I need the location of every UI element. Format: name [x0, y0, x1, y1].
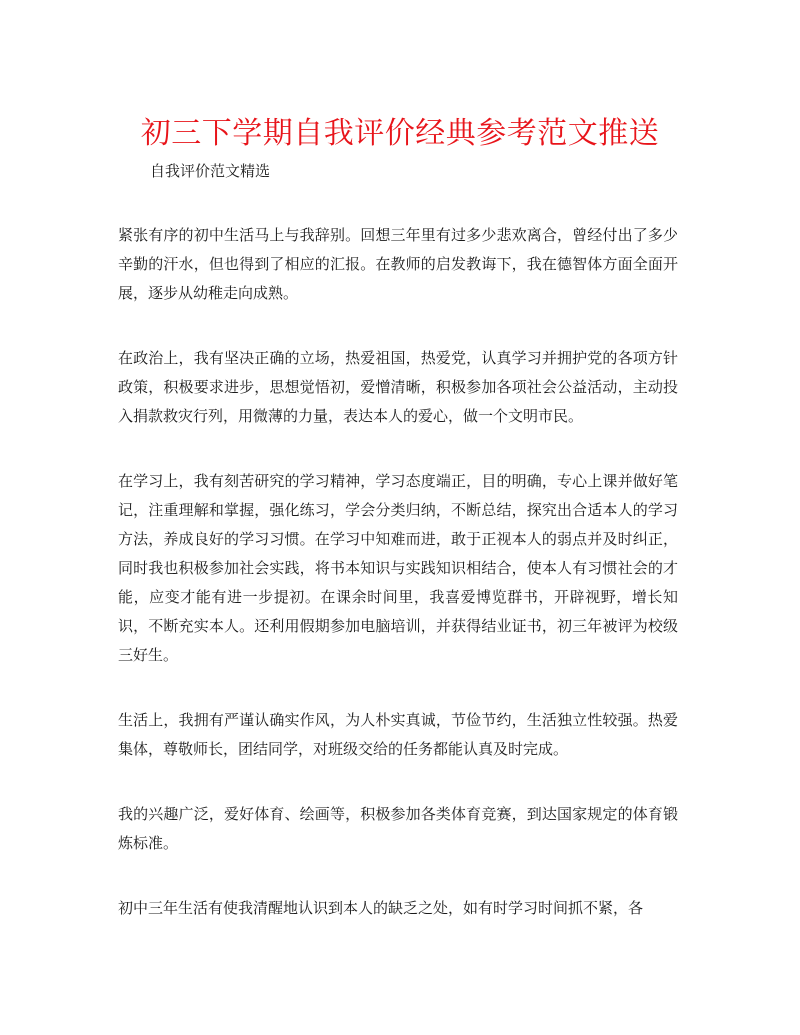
paragraph-study: 在学习上，我有刻苦研究的学习精神，学习态度端正，目的明确，专心上课并做好笔记，注重理解和掌握，强化练习，学会分类归纳，不断总结，探究出合适本人的学习方法，养成良好的学习习惯。在学习中知难而进，敢于正视本人的弱点并及时纠正，同时我也积极参加社会实践，将书本知识与实践知识相结合，使本人有习惯社会的才能，应变才能有进一步提初。在课余时间里，我喜爱博览群书，开辟视野，增长知识，不断充实本人。还利用假期参加电脑培训，并获得结业证书，初三年被评为校级三好生。: [118, 472, 678, 664]
paragraph-life: 生活上，我拥有严谨认确实作风，为人朴实真诚，节俭节约，生活独立性较强。热爱集体，尊敬师长，团结同学，对班级交给的任务都能认真及时完成。: [118, 711, 678, 758]
document-subtitle: 自我评价范文精选: [150, 162, 271, 180]
document-body: [118, 221, 678, 959]
paragraph-intro: 紧张有序的初中生活马上与我辞别。回想三年里有过多少悲欢离合，曾经付出了多少辛勤的汗水，但也得到了相应的汇报。在教师的启发教诲下，我在德智体方面全面开展，逐步从幼稚走向成熟。: [118, 226, 678, 302]
document-title: 初三下学期自我评价经典参考范文推送: [140, 116, 660, 151]
paragraph-shortcomings: 初中三年生活有使我清醒地认识到本人的缺乏之处，如有时学习时间抓不紧，各: [118, 899, 644, 917]
paragraph-interests: 我的兴趣广泛，爱好体育、绘画等，积极参加各类体育竞赛，到达国家规定的体育锻炼标准。: [118, 805, 678, 852]
paragraph-politics: 在政治上，我有坚决正确的立场，热爱祖国，热爱党，认真学习并拥护党的各项方针政策，积极要求进步，思想觉悟初，爱憎清晰，积极参加各项社会公益活动，主动投入捐款救灾行列，用微薄的力量，表达本人的爱心，做一个文明市民。: [118, 349, 678, 425]
